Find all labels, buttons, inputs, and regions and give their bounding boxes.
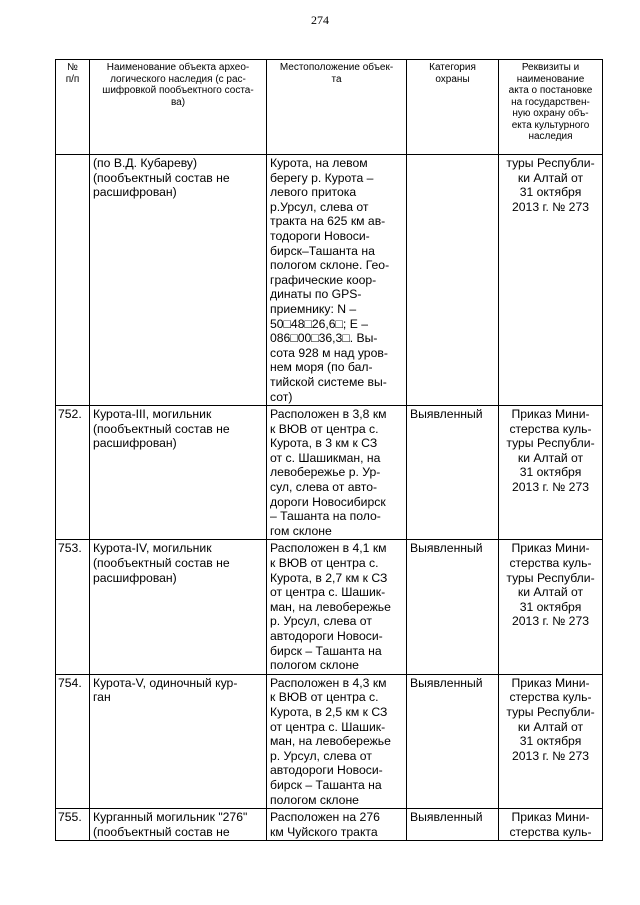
row-act-details: Приказ Мини- стерства куль- туры Республи- ки Алтай от 31 октября 2013 г. № 273 (499, 540, 603, 674)
row-category: Выявленный (407, 540, 499, 674)
row-act-details: Приказ Мини- стерства куль- (499, 809, 603, 841)
table-row (56, 155, 603, 406)
heritage-objects-table (55, 59, 603, 841)
header-location: Местоположение объек- та (267, 60, 407, 155)
row-act-details: Приказ Мини- стерства куль- туры Республи- ки Алтай от 31 октября 2013 г. № 273 (499, 406, 603, 540)
row-category (407, 155, 499, 406)
row-category: Выявленный (407, 406, 499, 540)
table-row (56, 540, 603, 674)
row-location: Расположен в 4,3 км к ВЮВ от центра с. Курота, в 2,5 км к СЗ от центра с. Шашик- ман, на левобережье р. Урсул, слева от автодороги Новоси- бирск – Ташанта на пологом склоне (267, 674, 407, 808)
table-row (56, 406, 603, 540)
header-object-name: Наименование объекта архео- логического наследия (с рас- шифровкой пообъектного соста- ва) (90, 60, 267, 155)
row-category: Выявленный (407, 674, 499, 808)
row-location: Курота, на левом берегу р. Курота – левого притока р.Урсул, слева от тракта на 625 км ав- тодороги Новоси- бирск–Ташанта на пологом склоне. Гео- графические коор- динаты по GPS- приемнику: N – 50□48□26,6□; E – 086□00□36,3□. Вы- сота 928 м над уров- нем моря (по бал- тийской системе вы- сот) (267, 155, 407, 406)
table-row (56, 674, 603, 808)
row-act-details: туры Республи- ки Алтай от 31 октября 2013 г. № 273 (499, 155, 603, 406)
header-category: Категория охраны (407, 60, 499, 155)
row-object-name: (по В.Д. Кубареву) (пообъектный состав не расшифрован) (90, 155, 267, 406)
row-object-name: Курота-V, одиночный кур- ган (90, 674, 267, 808)
row-number (56, 155, 90, 406)
row-object-name: Курота-III, могильник (пообъектный состав не расшифрован) (90, 406, 267, 540)
table-header-row (56, 60, 603, 155)
header-act-details: Реквизиты и наименование акта о постановке на государствен- ную охрану объ- екта культурного наследия (499, 60, 603, 155)
row-object-name: Курота-IV, могильник (пообъектный состав не расшифрован) (90, 540, 267, 674)
row-category: Выявленный (407, 809, 499, 841)
row-location: Расположен на 276 км Чуйского тракта (267, 809, 407, 841)
table-row (56, 809, 603, 841)
row-number: 755. (56, 809, 90, 841)
row-act-details: Приказ Мини- стерства куль- туры Республи- ки Алтай от 31 октября 2013 г. № 273 (499, 674, 603, 808)
row-number: 752. (56, 406, 90, 540)
row-number: 753. (56, 540, 90, 674)
row-object-name: Курганный могильник "276" (пообъектный состав не (90, 809, 267, 841)
header-number: № п/п (56, 60, 90, 155)
page-number: 274 (311, 13, 329, 27)
row-number: 754. (56, 674, 90, 808)
row-location: Расположен в 3,8 км к ВЮВ от центра с. Курота, в 3 км к СЗ от с. Шашикман, на левобережье р. Ур- сул, слева от авто- дороги Новосибирск – Ташанта на поло- гом склоне (267, 406, 407, 540)
row-location: Расположен в 4,1 км к ВЮВ от центра с. Курота, в 2,7 км к СЗ от центра с. Шашик- ман, на левобережье р. Урсул, слева от автодороги Новоси- бирск – Ташанта на пологом склоне (267, 540, 407, 674)
